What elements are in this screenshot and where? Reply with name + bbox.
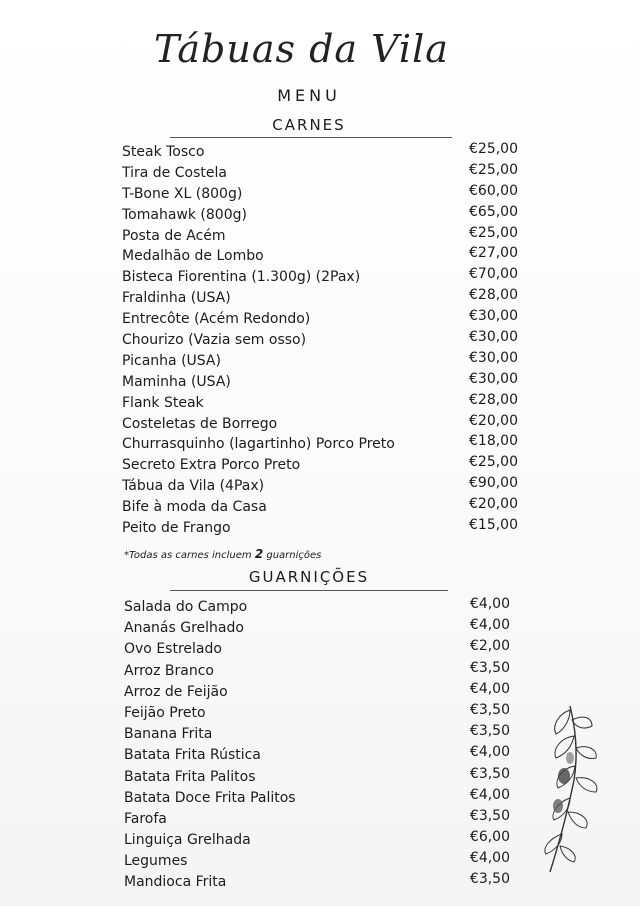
script-title-svg xyxy=(150,18,480,78)
menu-item-price: €27,00 xyxy=(469,245,518,262)
menu-item-price: €70,00 xyxy=(469,266,518,283)
menu-item-name: Farofa xyxy=(124,810,167,827)
menu-item-row xyxy=(124,661,510,682)
menu-item-price: €30,00 xyxy=(469,308,518,325)
menu-item-row xyxy=(122,497,518,518)
menu-item-row xyxy=(122,246,518,267)
menu-heading: MENU xyxy=(277,86,341,105)
menu-item-row xyxy=(122,372,518,393)
menu-item-price: €4,00 xyxy=(469,850,510,867)
menu-item-row xyxy=(122,518,518,539)
menu-item-price: €3,50 xyxy=(469,871,510,888)
menu-item-name: Bisteca Fiorentina (1.300g) (2Pax) xyxy=(122,269,361,286)
section-heading-carnes: CARNES xyxy=(272,116,346,134)
menu-item-price: €20,00 xyxy=(469,412,518,429)
menu-item-name: Chourizo (Vazia sem osso) xyxy=(122,332,307,349)
menu-item-name: Batata Doce Frita Palitos xyxy=(124,789,296,806)
menu-item-name: T-Bone XL (800g) xyxy=(122,185,243,202)
menu-item-row xyxy=(122,434,518,455)
menu-item-price: €25,00 xyxy=(469,454,518,471)
menu-item-price: €4,00 xyxy=(469,680,510,697)
menu-item-row xyxy=(122,288,518,309)
menu-item-name: Legumes xyxy=(124,853,188,870)
menu-item-price: €3,50 xyxy=(469,807,510,824)
menu-item-row xyxy=(122,351,518,372)
menu-item-name: Bife à moda da Casa xyxy=(122,499,267,516)
menu-item-name: Arroz Branco xyxy=(124,662,214,679)
menu-item-price: €2,00 xyxy=(469,638,510,655)
menu-item-name: Picanha (USA) xyxy=(122,352,221,369)
menu-item-price: €15,00 xyxy=(469,517,518,534)
menu-item-price: €25,00 xyxy=(469,141,518,157)
menu-item-price: €3,50 xyxy=(469,765,510,782)
menu-item-price: €4,00 xyxy=(469,596,510,612)
menu-item-name: Churrasquinho (lagartinho) Porco Preto xyxy=(122,436,395,453)
menu-item-name: Banana Frita xyxy=(124,726,213,743)
menu-item-price: €30,00 xyxy=(469,349,518,366)
menu-item-name: Ananás Grelhado xyxy=(124,620,244,637)
menu-item-row xyxy=(122,393,518,414)
menu-item-name: Mandioca Frita xyxy=(124,874,227,891)
menu-item-name: Feijão Preto xyxy=(124,704,206,721)
menu-item-price: €6,00 xyxy=(469,829,510,846)
menu-item-row xyxy=(124,703,510,724)
menu-item-name: Fraldinha (USA) xyxy=(122,290,231,307)
menu-item-row xyxy=(122,205,518,226)
menu-item-name: Steak Tosco xyxy=(122,144,205,160)
menu-item-name: Flank Steak xyxy=(122,394,204,411)
divider-guarnicoes xyxy=(170,590,448,591)
menu-item-name: Tomahawk (800g) xyxy=(122,206,247,223)
menu-item-name: Tábua da Vila (4Pax) xyxy=(122,478,265,495)
menu-item-row xyxy=(124,767,510,788)
menu-item-name: Peito de Frango xyxy=(122,520,231,537)
menu-item-price: €3,50 xyxy=(469,701,510,718)
note-suffix: guarnições xyxy=(266,550,322,561)
note-number: 2 xyxy=(254,547,264,561)
carnes-list xyxy=(122,142,518,539)
menu-item-price: €3,50 xyxy=(469,659,510,676)
menu-item-row xyxy=(124,788,510,809)
menu-item-row xyxy=(124,682,510,703)
menu-item-name: Entrecôte (Acém Redondo) xyxy=(122,311,311,328)
menu-item-name: Costeletas de Borrego xyxy=(122,415,278,432)
divider-carnes xyxy=(170,137,452,138)
menu-item-name: Maminha (USA) xyxy=(122,373,231,390)
carnes-note xyxy=(124,547,321,561)
menu-item-row xyxy=(122,476,518,497)
menu-item-row xyxy=(122,309,518,330)
menu-item-row xyxy=(124,745,510,766)
menu-item-row xyxy=(124,872,510,893)
menu-item-price: €28,00 xyxy=(469,287,518,304)
menu-item-price: €4,00 xyxy=(469,786,510,803)
menu-item-price: €30,00 xyxy=(469,370,518,387)
menu-item-row xyxy=(124,724,510,745)
menu-item-name: Tira de Costela xyxy=(122,164,227,181)
menu-item-price: €4,00 xyxy=(469,617,510,634)
menu-item-price: €28,00 xyxy=(469,391,518,408)
menu-item-row xyxy=(124,639,510,660)
menu-item-row xyxy=(124,618,510,639)
menu-item-row xyxy=(124,597,510,618)
menu-item-name: Medalhão de Lombo xyxy=(122,248,264,265)
menu-item-row xyxy=(122,455,518,476)
menu-item-price: €20,00 xyxy=(469,496,518,513)
menu-item-price: €25,00 xyxy=(469,224,518,241)
olive-branch-illustration xyxy=(530,700,610,875)
menu-item-name: Ovo Estrelado xyxy=(124,641,222,658)
menu-item-price: €30,00 xyxy=(469,329,518,346)
menu-item-name: Batata Frita Rústica xyxy=(124,747,261,764)
menu-item-price: €65,00 xyxy=(469,203,518,220)
menu-item-name: Arroz de Feijão xyxy=(124,683,228,700)
menu-item-price: €90,00 xyxy=(469,475,518,492)
menu-item-row xyxy=(122,163,518,184)
section-heading-guarnicoes: GUARNIÇÕES xyxy=(248,568,370,586)
menu-item-price: €18,00 xyxy=(469,433,518,450)
menu-item-name: Secreto Extra Porco Preto xyxy=(122,457,301,474)
menu-item-name: Posta de Acém xyxy=(122,227,226,244)
menu-item-row xyxy=(122,267,518,288)
menu-item-price: €60,00 xyxy=(469,182,518,199)
menu-item-name: Linguiça Grelhada xyxy=(124,832,251,849)
menu-item-name: Salada do Campo xyxy=(124,599,248,615)
menu-item-price: €3,50 xyxy=(469,723,510,740)
menu-item-price: €25,00 xyxy=(469,161,518,178)
menu-item-price: €4,00 xyxy=(469,744,510,761)
menu-item-row xyxy=(122,226,518,247)
menu-item-row xyxy=(124,830,510,851)
menu-item-row xyxy=(124,809,510,830)
note-prefix: *Todas as carnes incluem xyxy=(124,550,252,561)
menu-item-row xyxy=(122,330,518,351)
menu-item-row xyxy=(122,142,518,163)
menu-item-row xyxy=(124,851,510,872)
guarnicoes-list xyxy=(124,597,510,894)
restaurant-name: Tábuas da Vila xyxy=(154,27,449,71)
restaurant-logo-title xyxy=(150,18,480,78)
menu-item-row xyxy=(122,184,518,205)
menu-item-name: Batata Frita Palitos xyxy=(124,768,256,785)
menu-item-row xyxy=(122,414,518,435)
